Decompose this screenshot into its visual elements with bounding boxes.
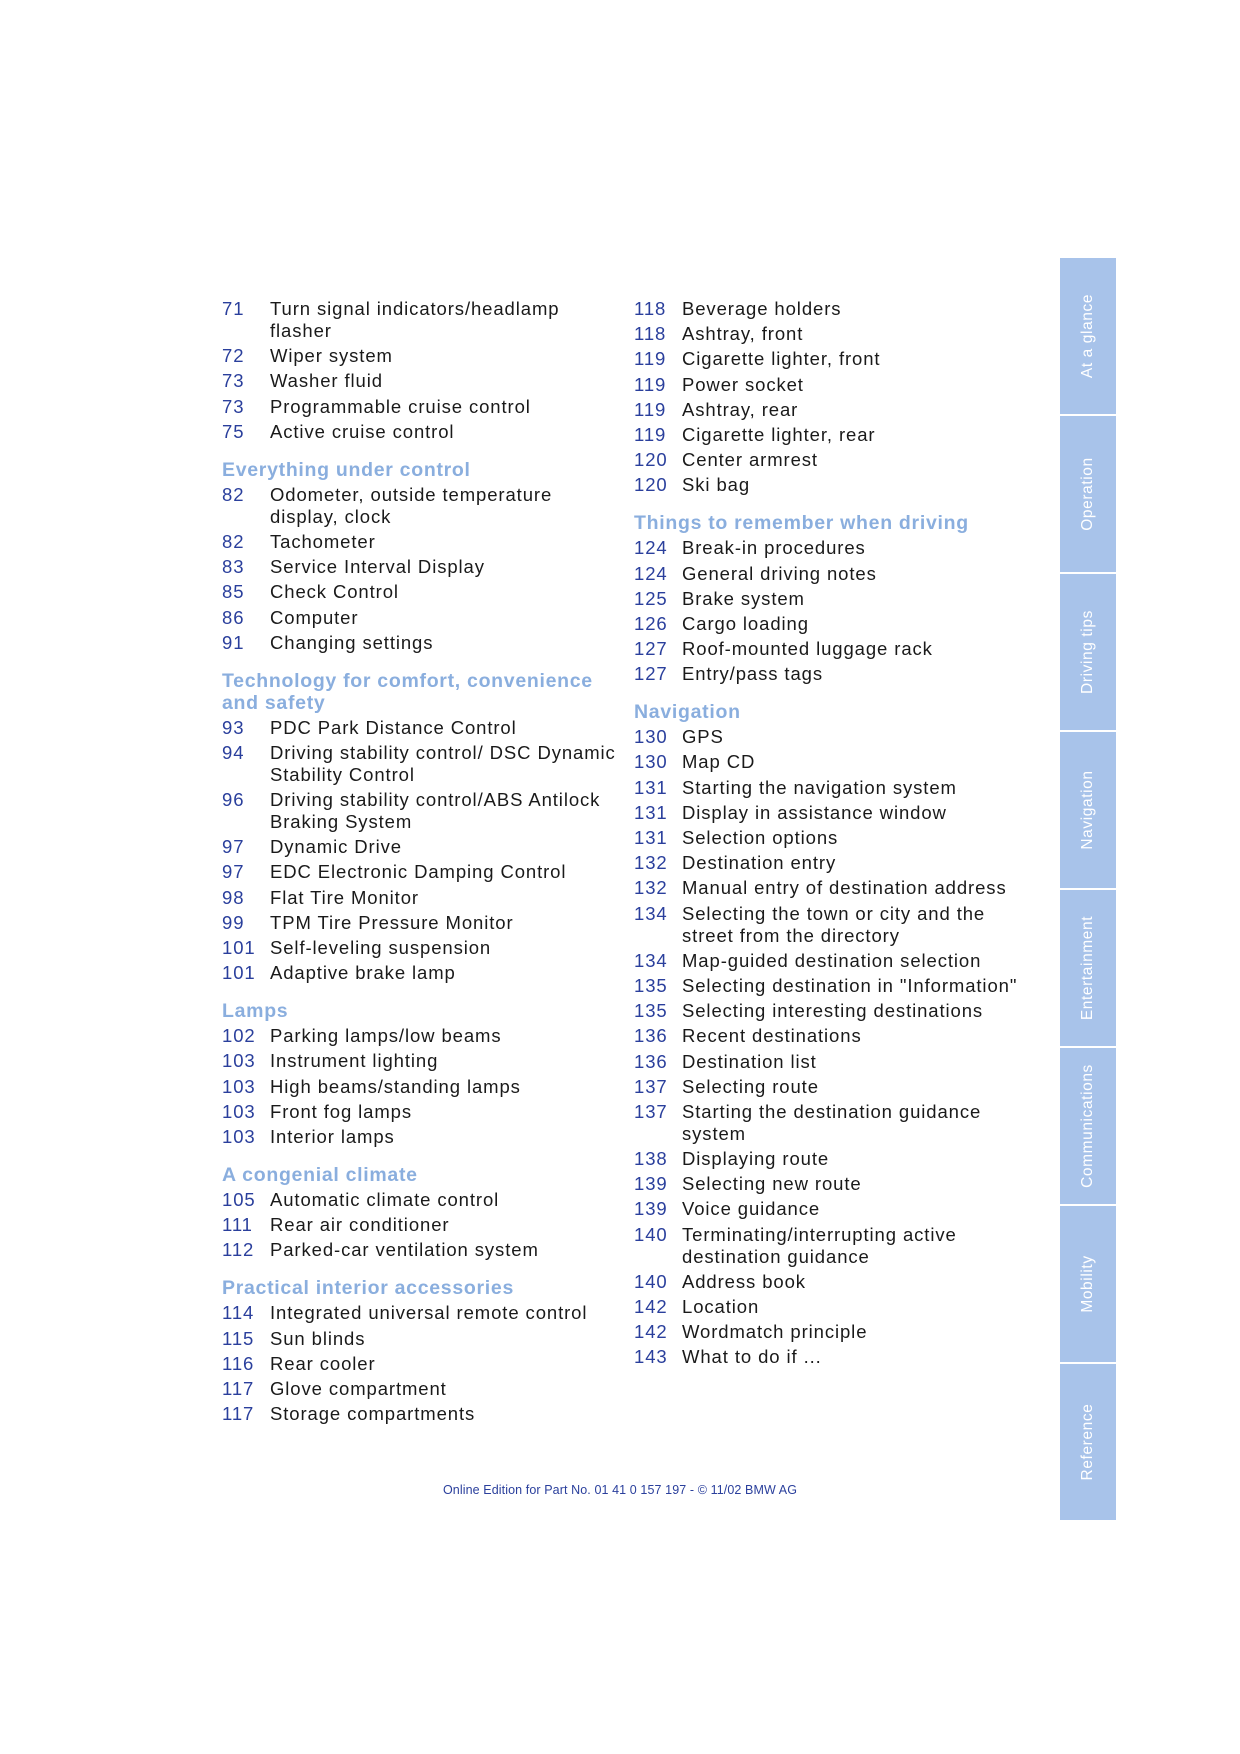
toc-entry[interactable] [222,1239,622,1261]
page-number[interactable]: 127 [634,638,668,660]
toc-entry[interactable] [634,827,1034,849]
toc-entry[interactable] [634,950,1034,972]
page-number[interactable]: 120 [634,474,668,496]
entry-title: Service Interval Display [270,556,485,578]
entry-title: Map-guided destination selection [682,949,982,971]
page-number[interactable]: 98 [222,886,245,908]
entry-title: Interior lamps [270,1125,395,1147]
page-number[interactable]: 140 [634,1223,668,1245]
entry-title: Self-leveling suspension [270,937,492,958]
entry-title: Recent destinations [682,1025,862,1047]
side-tab-label: Communications [1079,1064,1096,1188]
section-heading: Things to remember when driving [634,512,969,535]
side-tab-label: Operation [1079,457,1096,531]
toc-entry[interactable] [222,1050,622,1072]
toc-entry[interactable] [222,887,622,909]
entry-title: High beams/standing lamps [270,1075,521,1097]
page-number[interactable]: 91 [222,631,245,653]
toc-entry[interactable] [222,1126,622,1148]
page-number[interactable]: 86 [222,606,245,628]
toc-entry[interactable] [222,345,622,367]
toc-entry[interactable] [222,1302,622,1324]
entry-title: Destination list [682,1050,817,1072]
toc-entry[interactable] [634,975,1034,997]
page-number[interactable]: 114 [222,1302,255,1324]
page-number[interactable]: 105 [222,1188,256,1210]
entry-title: Washer fluid [270,370,383,392]
page-number[interactable]: 115 [222,1327,255,1349]
toc-entry[interactable] [634,726,1034,748]
toc-entry[interactable] [222,298,622,342]
page-number[interactable]: 93 [222,716,245,738]
page-number[interactable]: 82 [222,483,245,505]
side-tab[interactable] [1060,890,1116,1048]
toc-entry[interactable] [634,751,1034,773]
toc-entry[interactable] [634,852,1034,874]
toc-entry[interactable] [222,370,622,392]
page-number[interactable]: 72 [222,345,245,367]
entry-title: Dynamic Drive [270,836,402,858]
entry-title: Integrated universal remote control [270,1302,588,1324]
page-number[interactable]: 131 [634,827,668,848]
page-number[interactable]: 75 [222,420,245,442]
entry-title: Ashtray, rear [682,398,799,420]
toc-entry[interactable] [222,1353,622,1375]
toc-entry[interactable] [634,638,1034,660]
entry-title: Location [682,1296,760,1317]
entry-title: Voice guidance [682,1198,821,1220]
entry-title: Wiper system [270,345,393,367]
side-tab-label: At a glance [1079,293,1096,379]
page-number[interactable]: 139 [634,1173,668,1195]
page-number[interactable]: 117 [222,1403,255,1425]
entry-title: Rear air conditioner [270,1214,450,1236]
left-column [222,298,622,1428]
entry-title: Check Control [270,581,399,603]
page-number[interactable]: 135 [634,974,668,996]
entry-title: Beverage holders [682,298,842,319]
entry-title: What to do if ... [682,1346,822,1368]
entry-title: Sun blinds [270,1327,366,1349]
entry-title: Turn signal indicators/headlamp flasher [270,298,560,341]
entry-title: Computer [270,606,359,628]
entry-title: Driving stability control/ABS Antilock Braking System [270,789,601,833]
side-tab[interactable] [1060,574,1116,732]
page-number[interactable]: 125 [634,587,668,609]
toc-entry[interactable] [634,424,1034,446]
entry-title: Starting the destination guidance system [682,1100,982,1144]
entry-title: Front fog lamps [270,1100,413,1122]
entry-title: Cargo loading [682,612,809,634]
toc-entry[interactable] [222,1328,622,1350]
toc-entry[interactable] [222,1025,622,1047]
entry-title: Power socket [682,373,804,395]
toc-entry[interactable] [634,474,1034,496]
entry-title: Parked-car ventilation system [270,1239,539,1261]
page-number[interactable]: 130 [634,751,668,773]
toc-entry[interactable] [634,348,1034,370]
page-number[interactable]: 118 [634,323,667,345]
toc-entry[interactable] [634,903,1034,947]
page-number[interactable]: 142 [634,1321,668,1343]
page-number[interactable]: 124 [634,537,668,559]
section-heading: Everything under control [222,458,471,481]
entry-title: Tachometer [270,530,376,552]
entry-title: Glove compartment [270,1377,447,1399]
page-number[interactable]: 116 [222,1352,255,1374]
page-number[interactable]: 140 [634,1270,668,1292]
entry-title: Driving stability control/ DSC Dynamic Stability Control [270,741,616,785]
page-number[interactable]: 97 [222,861,245,883]
toc-entry[interactable] [634,1346,1034,1368]
right-column [634,298,1034,1372]
page-number[interactable]: 136 [634,1050,668,1072]
toc-entry[interactable] [634,1148,1034,1170]
toc-entry[interactable] [634,777,1034,799]
page-number[interactable]: 120 [634,449,668,471]
page-number[interactable]: 112 [222,1239,255,1261]
toc-entry[interactable] [222,1189,622,1211]
entry-title: Entry/pass tags [682,663,824,685]
entry-title: Programmable cruise control [270,395,531,417]
page-number[interactable]: 102 [222,1025,256,1047]
toc-entry[interactable] [634,399,1034,421]
entry-title: Active cruise control [270,420,455,442]
page-number[interactable]: 119 [634,423,667,445]
toc-entry[interactable] [222,607,622,629]
entry-title: Automatic climate control [270,1188,500,1210]
toc-entry[interactable] [634,1271,1034,1293]
side-tab[interactable] [1060,732,1116,890]
page-number[interactable]: 71 [222,298,245,319]
page-number[interactable]: 134 [634,902,668,924]
toc-entry[interactable] [222,962,622,984]
page-number[interactable]: 119 [634,373,667,395]
page-number[interactable]: 135 [634,1000,668,1022]
toc-entry[interactable] [634,877,1034,899]
toc-entry[interactable] [634,1076,1034,1098]
toc-entry[interactable] [222,1101,622,1123]
toc-entry[interactable] [634,1321,1034,1343]
side-tab[interactable] [1060,258,1116,416]
entry-title: Ashtray, front [682,323,804,345]
entry-title: EDC Electronic Damping Control [270,861,567,883]
page-number[interactable]: 96 [222,789,245,811]
section-heading: Navigation [634,701,741,724]
page-number[interactable]: 73 [222,370,245,392]
entry-title: Selecting the town or city and the street from the directory [682,902,986,946]
side-tab-label: Reference [1079,1403,1096,1481]
page-number[interactable]: 103 [222,1125,256,1147]
section-heading: Technology for comfort, convenience and safety [222,669,593,714]
page-number[interactable]: 103 [222,1100,256,1122]
page-number[interactable]: 101 [222,962,256,984]
entry-title: Map CD [682,751,756,773]
toc-entry[interactable] [222,581,622,603]
entry-title: Flat Tire Monitor [270,886,419,908]
toc-entry[interactable] [634,537,1034,559]
entry-title: TPM Tire Pressure Monitor [270,911,514,933]
entry-title: Terminating/interrupting active destination guidance [682,1223,957,1267]
entry-title: Roof-mounted luggage rack [682,638,933,660]
entry-title: Starting the navigation system [682,776,957,798]
page-number[interactable]: 103 [222,1075,256,1097]
entry-title: Parking lamps/low beams [270,1025,502,1047]
toc-entry[interactable] [222,484,622,528]
toc-entry[interactable] [634,588,1034,610]
toc-entry[interactable] [222,632,622,654]
page-number[interactable]: 132 [634,852,668,874]
page-number[interactable]: 117 [222,1377,255,1399]
entry-title: Instrument lighting [270,1050,439,1072]
entry-title: Selecting destination in "Information" [682,974,1018,996]
page-number[interactable]: 99 [222,911,245,933]
page-number[interactable]: 103 [222,1050,256,1072]
entry-title: Selecting interesting destinations [682,1000,984,1022]
entry-title: Rear cooler [270,1352,376,1374]
side-tab[interactable] [1060,1364,1116,1522]
entry-title: Cigarette lighter, rear [682,423,876,445]
toc-entry[interactable] [634,1173,1034,1195]
page-number[interactable]: 137 [634,1075,668,1097]
toc-entry[interactable] [222,1076,622,1098]
side-tab-label: Mobility [1079,1255,1096,1313]
page-number[interactable]: 138 [634,1148,668,1170]
toc-entry[interactable] [634,374,1034,396]
entry-title: Address book [682,1270,806,1292]
page-number[interactable]: 97 [222,836,245,858]
side-tab[interactable] [1060,416,1116,574]
toc-entry[interactable] [634,613,1034,635]
toc-entry[interactable] [634,1198,1034,1220]
page-number[interactable]: 132 [634,877,668,899]
page-number[interactable]: 94 [222,741,245,763]
toc-entry[interactable] [634,1296,1034,1318]
page-number[interactable]: 85 [222,581,245,603]
entry-title: PDC Park Distance Control [270,716,517,738]
page-number[interactable]: 73 [222,395,245,417]
toc-entry[interactable] [222,861,622,883]
toc-entry[interactable] [634,449,1034,471]
footer-note: Online Edition for Part No. 01 41 0 157 197 - © 11/02 BMW AG [442,1483,798,1497]
toc-entry[interactable] [222,531,622,553]
page-number[interactable]: 101 [222,937,256,958]
page-number[interactable]: 124 [634,562,668,584]
toc-entry[interactable] [222,1214,622,1236]
toc-entry[interactable] [222,1378,622,1400]
toc-entry[interactable] [634,1025,1034,1047]
entry-title: Break-in procedures [682,537,866,559]
toc-entry[interactable] [634,1000,1034,1022]
page-number[interactable]: 137 [634,1100,668,1122]
page-number[interactable]: 111 [222,1214,253,1236]
entry-title: Center armrest [682,449,818,471]
entry-title: Destination entry [682,852,837,874]
section-tabs [1060,258,1116,1522]
page-number[interactable]: 83 [222,556,245,578]
entry-title: Selection options [682,827,839,848]
toc-entry[interactable] [222,789,622,833]
entry-title: Brake system [682,587,805,609]
toc-entry[interactable] [222,742,622,786]
side-tab-label: Navigation [1079,770,1096,850]
toc-entry[interactable] [222,717,622,739]
toc-entry[interactable] [222,836,622,858]
entry-title: Selecting new route [682,1173,862,1195]
entry-title: Odometer, outside temperature display, clock [270,483,553,527]
toc-entry[interactable] [222,937,622,959]
page-number[interactable]: 119 [634,398,667,420]
entry-title: Ski bag [682,474,751,496]
page-number[interactable]: 131 [634,776,668,798]
toc-entry[interactable] [634,1101,1034,1145]
page-number[interactable]: 119 [634,348,667,370]
entry-title: Wordmatch principle [682,1321,868,1343]
entry-title: General driving notes [682,562,877,584]
toc-entry[interactable] [634,563,1034,585]
page-number[interactable]: 143 [634,1346,668,1368]
toc-entry[interactable] [222,396,622,418]
toc-entry[interactable] [222,556,622,578]
toc-entry[interactable] [634,298,1034,320]
entry-title: Display in assistance window [682,801,947,823]
page-number[interactable]: 130 [634,726,668,748]
section-heading: Practical interior accessories [222,1277,514,1300]
section-heading: A congenial climate [222,1163,418,1186]
side-tab-label: Driving tips [1079,610,1096,694]
entry-title: Adaptive brake lamp [270,962,456,984]
entry-title: Selecting route [682,1075,819,1097]
page-number[interactable]: 126 [634,612,668,634]
side-tab[interactable] [1060,1206,1116,1364]
toc-entry[interactable] [634,663,1034,685]
toc-entry[interactable] [634,802,1034,824]
page-number[interactable]: 136 [634,1025,668,1047]
page-number[interactable]: 142 [634,1296,668,1317]
toc-entry[interactable] [634,323,1034,345]
entry-title: Changing settings [270,631,434,653]
entry-title: Displaying route [682,1148,830,1170]
entry-title: Cigarette lighter, front [682,348,881,370]
side-tab[interactable] [1060,1048,1116,1206]
entry-title: Manual entry of destination address [682,877,1007,899]
entry-title: Storage compartments [270,1403,476,1425]
toc-entry[interactable] [222,912,622,934]
page-number[interactable]: 134 [634,949,668,971]
toc-entry[interactable] [634,1051,1034,1073]
entry-title: GPS [682,726,724,748]
page-number[interactable]: 139 [634,1198,668,1220]
page-number[interactable]: 127 [634,663,668,685]
side-tab-label: Entertainment [1079,915,1096,1021]
page-number[interactable]: 118 [634,298,667,319]
section-heading: Lamps [222,1000,289,1023]
toc-entry[interactable] [222,1403,622,1425]
toc-entry[interactable] [222,421,622,443]
toc-entry[interactable] [634,1224,1034,1268]
page-number[interactable]: 131 [634,801,668,823]
page-number[interactable]: 82 [222,530,245,552]
